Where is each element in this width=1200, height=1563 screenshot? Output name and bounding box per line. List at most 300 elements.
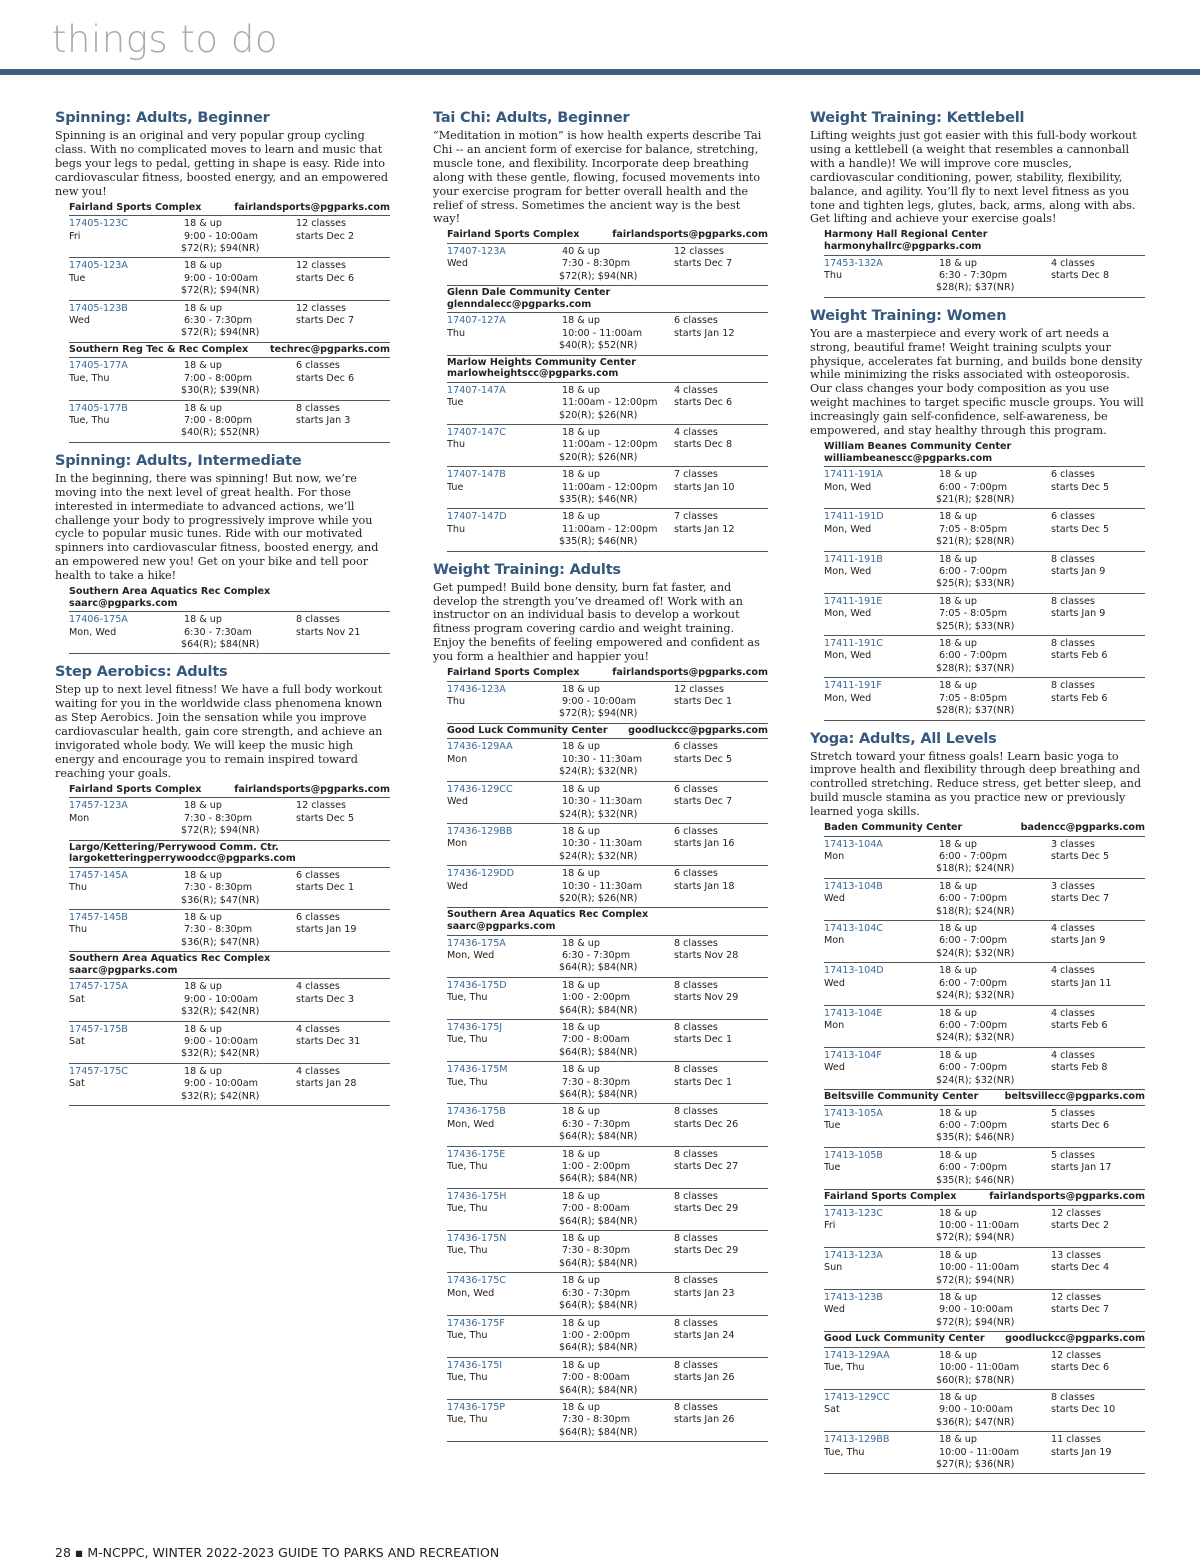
class-code[interactable]: 17457-145B: [69, 912, 128, 924]
class-code[interactable]: 17411-191F: [824, 680, 882, 692]
facility-email[interactable]: fairlandsports@pgparks.com: [234, 201, 390, 213]
facility-header: [447, 666, 768, 682]
class-code[interactable]: 17411-191E: [824, 595, 883, 607]
class-count: 4 classes: [1051, 923, 1095, 935]
class-start: starts Dec 26: [674, 1118, 739, 1130]
class-row: [69, 358, 390, 400]
class-code[interactable]: 17405-123A: [69, 260, 128, 272]
class-row: [69, 910, 390, 952]
class-start: starts Nov 28: [674, 949, 739, 961]
facility-email[interactable]: williambeanescc@pgparks.com: [824, 452, 993, 464]
class-row-line-1: [447, 1233, 768, 1245]
section-title: Yoga: Adults, All Levels: [810, 730, 997, 747]
section-description: In the beginning, there was spinning! But now, we’re moving into the next level of great health. For those interested in intermediate to advanced actions, we’ll challenge your body to progressively improve while you cycle to popular music tunes. Ride with our motivated spinners into cardiovascular fitness, boosted energy, and an empowered new you! Get on your bike and tell poor health to take a hike!: [55, 471, 379, 583]
class-count: 4 classes: [1051, 1007, 1095, 1019]
class-start: starts Dec 5: [1051, 481, 1110, 493]
class-time: 6:00 - 7:00pm: [939, 1019, 1008, 1031]
class-code[interactable]: 17436-129DD: [447, 868, 515, 880]
class-code[interactable]: 17413-123A: [824, 1249, 883, 1261]
class-start: starts Dec 7: [296, 314, 355, 326]
class-row-line-2: [824, 566, 1145, 578]
class-code[interactable]: 17413-104E: [824, 1007, 883, 1019]
class-time: 10:30 - 11:30am: [562, 880, 643, 892]
class-code[interactable]: 17405-123C: [69, 218, 128, 230]
class-code[interactable]: 17413-104F: [824, 1049, 882, 1061]
class-count: 8 classes: [1051, 638, 1095, 650]
class-row-line-1: [69, 1066, 390, 1078]
class-age: 18 & up: [562, 426, 600, 438]
facility-email[interactable]: glenndalecc@pgparks.com: [447, 298, 592, 310]
facility-block: [447, 666, 768, 724]
class-count: 4 classes: [1051, 965, 1095, 977]
class-row: [824, 1048, 1145, 1090]
class-days: Wed: [824, 1304, 845, 1316]
class-time: 10:00 - 11:00am: [562, 327, 643, 339]
class-price: $40(R); $52(NR): [559, 340, 638, 352]
class-code[interactable]: 17407-127A: [447, 315, 506, 327]
class-row: [447, 682, 768, 724]
class-count: 12 classes: [674, 245, 724, 257]
facility-email[interactable]: techrec@pgparks.com: [270, 343, 390, 355]
class-row-line-1: [447, 246, 768, 258]
class-code[interactable]: 17436-175J: [447, 1021, 503, 1033]
class-count: 8 classes: [674, 937, 718, 949]
facility-email[interactable]: harmonyhallrc@pgparks.com: [824, 240, 982, 252]
class-days: Tue, Thu: [447, 1372, 488, 1384]
class-row-line-2: [69, 415, 390, 427]
class-price: $18(R); $24(NR): [936, 905, 1015, 917]
class-row-line-2: [824, 851, 1145, 863]
class-row: [69, 979, 390, 1021]
class-start: starts Dec 5: [296, 812, 355, 824]
section-title: Spinning: Adults, Intermediate: [55, 452, 302, 469]
class-code[interactable]: 17407-123A: [447, 245, 506, 257]
class-code[interactable]: 17407-147A: [447, 384, 506, 396]
section-title: Tai Chi: Adults, Beginner: [433, 110, 630, 126]
class-row: [447, 936, 768, 978]
class-start: starts Dec 6: [1051, 1119, 1110, 1131]
class-start: starts Dec 1: [674, 696, 733, 708]
class-count: 8 classes: [674, 1190, 718, 1202]
facility-header: [824, 1332, 1145, 1348]
class-row-line-1: [69, 303, 390, 315]
facility-email[interactable]: marlowheightscc@pgparks.com: [447, 368, 619, 380]
class-count: 8 classes: [674, 1064, 718, 1076]
class-row-line-1: [447, 1191, 768, 1203]
class-price: $64(R); $84(NR): [559, 1300, 638, 1312]
class-age: 18 & up: [562, 937, 600, 949]
class-count: 6 classes: [674, 741, 718, 753]
class-price: $72(R); $94(NR): [181, 327, 260, 339]
class-start: starts Dec 29: [674, 1245, 739, 1257]
class-age: 18 & up: [562, 1275, 600, 1287]
class-row-line-1: [824, 1350, 1145, 1362]
class-row: [447, 1358, 768, 1400]
class-count: 8 classes: [674, 1275, 718, 1287]
class-start: starts Dec 8: [1051, 269, 1110, 281]
class-row-line-1: [447, 427, 768, 439]
facility-email[interactable]: largoketteringperrywoodcc@pgparks.com: [69, 853, 296, 865]
class-days: Thu: [69, 882, 88, 894]
page-title: things to do: [52, 18, 278, 61]
class-code[interactable]: 17436-175I: [447, 1359, 503, 1371]
class-age: 18 & up: [939, 553, 977, 565]
class-days: Tue, Thu: [447, 1414, 488, 1426]
class-code[interactable]: 17436-175A: [447, 937, 506, 949]
class-price: $20(R); $26(NR): [559, 892, 638, 904]
class-row: [824, 1248, 1145, 1290]
class-code[interactable]: 17413-129BB: [824, 1434, 890, 1446]
class-start: starts Dec 3: [296, 993, 355, 1005]
class-time: 7:30 - 8:30pm: [562, 1245, 631, 1257]
class-time: 6:30 - 7:30pm: [562, 1118, 631, 1130]
class-row-line-2: [824, 1120, 1145, 1132]
section-title: Weight Training: Adults: [433, 561, 621, 578]
class-time: 6:00 - 7:00pm: [939, 650, 1008, 662]
facility-email[interactable]: saarc@pgparks.com: [447, 920, 556, 932]
class-price: $64(R); $84(NR): [559, 1173, 638, 1185]
class-code[interactable]: 17407-147B: [447, 469, 506, 481]
facility-email[interactable]: fairlandsports@pgparks.com: [612, 667, 768, 679]
class-price: $35(R); $46(NR): [936, 1174, 1015, 1186]
facility-block: [824, 440, 1145, 721]
class-days: Mon, Wed: [824, 650, 872, 662]
class-price: $72(R); $94(NR): [936, 1274, 1015, 1286]
class-time: 1:00 - 2:00pm: [562, 1161, 631, 1173]
class-time: 11:00am - 12:00pm: [562, 523, 658, 535]
class-row-line-2: [824, 482, 1145, 494]
facility-block: [447, 908, 768, 1442]
class-start: starts Dec 7: [1051, 1304, 1110, 1316]
class-age: 18 & up: [562, 1317, 600, 1329]
class-row-line-1: [447, 826, 768, 838]
class-age: 18 & up: [184, 1023, 222, 1035]
facility-name: Good Luck Community Center: [447, 724, 608, 736]
class-days: Fri: [824, 1219, 836, 1231]
class-row-line-1: [447, 1275, 768, 1287]
facility-name: Fairland Sports Complex: [824, 1190, 957, 1202]
facility-header: [69, 585, 390, 612]
facility-name: Fairland Sports Complex: [69, 201, 202, 213]
class-days: Tue, Thu: [69, 415, 110, 426]
class-start: starts Dec 4: [1051, 1262, 1110, 1274]
class-row-line-1: [447, 1402, 768, 1414]
class-time: 11:00am - 12:00pm: [562, 481, 658, 493]
facility-email[interactable]: fairlandsports@pgparks.com: [989, 1190, 1145, 1202]
class-code[interactable]: 17406-175A: [69, 614, 128, 626]
class-row-line-1: [447, 385, 768, 397]
class-row-line-2: [447, 1161, 768, 1173]
class-row-line-1: [824, 1434, 1145, 1446]
facility-email[interactable]: fairlandsports@pgparks.com: [234, 783, 390, 795]
class-code[interactable]: 17413-129AA: [824, 1349, 890, 1361]
facility-email[interactable]: goodluckcc@pgparks.com: [628, 724, 768, 736]
class-age: 18 & up: [939, 965, 977, 977]
class-row-line-2: [69, 273, 390, 285]
class-row-line-2: [824, 1304, 1145, 1316]
class-price: $24(R); $32(NR): [559, 808, 638, 820]
class-age: 18 & up: [939, 1349, 977, 1361]
class-count: 12 classes: [1051, 1349, 1101, 1361]
class-row: [447, 782, 768, 824]
class-start: starts Dec 6: [296, 372, 355, 384]
class-days: Mon: [447, 753, 468, 765]
class-time: 6:00 - 7:00pm: [939, 1119, 1008, 1131]
class-code[interactable]: 17413-129CC: [824, 1392, 890, 1404]
class-price: $35(R); $46(NR): [559, 494, 638, 505]
class-code[interactable]: 17436-129CC: [447, 783, 513, 795]
class-age: 18 & up: [939, 1107, 977, 1119]
class-count: 8 classes: [296, 402, 340, 414]
class-start: starts Feb 6: [1051, 1019, 1108, 1031]
class-age: 18 & up: [562, 1021, 600, 1033]
class-count: 4 classes: [296, 1023, 340, 1035]
class-days: Tue: [69, 272, 86, 284]
class-row-line-1: [824, 511, 1145, 523]
class-code[interactable]: 17411-191A: [824, 469, 883, 481]
class-row-line-2: [447, 1203, 768, 1215]
class-time: 6:00 - 7:00pm: [939, 977, 1008, 989]
class-count: 12 classes: [296, 218, 346, 230]
facility-block: [447, 356, 768, 552]
class-start: starts Jan 26: [674, 1414, 735, 1426]
class-count: 6 classes: [1051, 469, 1095, 481]
class-time: 9:00 - 10:00am: [184, 272, 258, 284]
class-row-line-2: [447, 838, 768, 850]
facility-email[interactable]: beltsvillecc@pgparks.com: [1004, 1090, 1145, 1102]
class-days: Thu: [447, 327, 466, 339]
class-age: 18 & up: [562, 1190, 600, 1202]
section-title: Step Aerobics: Adults: [55, 664, 228, 681]
class-count: 8 classes: [1051, 595, 1095, 607]
class-start: starts Nov 29: [674, 992, 739, 1004]
class-start: starts Dec 8: [674, 439, 733, 451]
class-start: starts Dec 5: [1051, 523, 1110, 535]
class-days: Mon: [447, 838, 468, 850]
class-time: 6:30 - 7:30pm: [562, 949, 631, 961]
class-row-line-2: [447, 950, 768, 962]
class-row-line-2: [447, 1288, 768, 1300]
class-days: Wed: [447, 258, 468, 270]
class-time: 11:00am - 12:00pm: [562, 397, 658, 409]
class-age: 18 & up: [184, 402, 222, 414]
class-row-line-2: [69, 231, 390, 243]
class-start: starts Jan 24: [674, 1329, 735, 1341]
class-time: 10:00 - 11:00am: [939, 1362, 1020, 1374]
class-code[interactable]: 17411-191C: [824, 638, 883, 650]
class-row-line-2: [447, 1372, 768, 1384]
class-price: $35(R); $46(NR): [559, 536, 638, 548]
class-code[interactable]: 17413-104D: [824, 965, 884, 977]
class-row: [447, 866, 768, 908]
class-code[interactable]: 17413-104B: [824, 880, 883, 892]
facility-block: [447, 724, 768, 908]
class-price: $72(R); $94(NR): [936, 1232, 1015, 1244]
class-code[interactable]: 17457-145A: [69, 869, 128, 881]
class-row-line-2: [447, 482, 768, 494]
class-code[interactable]: 17436-175D: [447, 979, 507, 991]
class-price: $24(R); $32(NR): [559, 766, 638, 778]
class-row-line-2: [447, 881, 768, 893]
class-code[interactable]: 17407-147D: [447, 511, 507, 523]
class-row: [824, 636, 1145, 678]
class-code[interactable]: 17457-175A: [69, 981, 128, 993]
class-code[interactable]: 17405-123B: [69, 302, 128, 314]
class-age: 18 & up: [939, 511, 977, 523]
class-start: starts Dec 29: [674, 1203, 739, 1215]
class-row-line-2: [69, 924, 390, 936]
class-start: starts Dec 2: [1051, 1219, 1110, 1231]
class-count: 8 classes: [674, 979, 718, 991]
class-start: starts Dec 5: [1051, 851, 1110, 863]
class-row-line-2: [447, 1119, 768, 1131]
class-code[interactable]: 17413-104C: [824, 923, 883, 935]
class-row-line-2: [824, 1362, 1145, 1374]
class-row: [824, 1348, 1145, 1390]
class-row: [69, 868, 390, 910]
class-age: 18 & up: [562, 1064, 600, 1076]
program-section: [55, 110, 390, 443]
facility-name: Southern Area Aquatics Rec Complex: [69, 586, 271, 598]
class-row-line-1: [69, 614, 390, 626]
class-row: [69, 216, 390, 258]
class-price: $24(R); $32(NR): [559, 850, 638, 862]
facility-name: Southern Reg Tec & Rec Complex: [69, 343, 249, 355]
facility-name: Largo/Kettering/Perrywood Comm. Ctr.: [69, 841, 279, 853]
facility-header: [824, 440, 1145, 467]
class-days: Mon, Wed: [824, 692, 872, 704]
facility-email[interactable]: goodluckcc@pgparks.com: [1005, 1333, 1145, 1345]
class-row: [69, 301, 390, 343]
class-code[interactable]: 17436-175B: [447, 1106, 506, 1118]
class-row-line-2: [69, 882, 390, 894]
class-code[interactable]: 17436-175C: [447, 1275, 506, 1287]
class-code[interactable]: 17436-175N: [447, 1233, 507, 1245]
class-row: [447, 1020, 768, 1062]
section-description: “Meditation in motion” is how health experts describe Tai Chi -- an ancient form of exercise for balance, stretching, muscle tone, and flexibility. Incorporate deep breathing along with these gentle, flowing, focused movements into your exercise program for better overall health and the relief of stress. Sometimes the ancient way is the best way!: [433, 129, 762, 226]
class-days: Mon, Wed: [824, 523, 872, 535]
facility-block: [69, 201, 390, 343]
class-price: $21(R); $28(NR): [936, 494, 1015, 505]
facility-email[interactable]: badencc@pgparks.com: [1020, 822, 1145, 834]
class-count: 8 classes: [1051, 1392, 1095, 1404]
class-age: 18 & up: [939, 469, 977, 481]
class-time: 7:00 - 8:00pm: [184, 415, 253, 426]
class-code[interactable]: 17407-147C: [447, 426, 506, 438]
facility-header: [447, 724, 768, 740]
class-days: Tue: [447, 481, 464, 493]
class-time: 6:00 - 7:00pm: [939, 935, 1008, 947]
class-count: 6 classes: [296, 869, 340, 881]
class-days: Wed: [447, 796, 468, 808]
class-code[interactable]: 17436-175P: [447, 1401, 506, 1413]
class-count: 8 classes: [1051, 553, 1095, 565]
column-3: [810, 110, 1145, 1484]
class-age: 18 & up: [939, 1249, 977, 1261]
facility-email[interactable]: fairlandsports@pgparks.com: [612, 229, 768, 241]
class-count: 4 classes: [674, 426, 718, 438]
class-age: 18 & up: [184, 218, 222, 230]
class-code[interactable]: 17436-175F: [447, 1317, 505, 1329]
class-row-line-2: [824, 1062, 1145, 1074]
class-row-line-2: [447, 696, 768, 708]
class-row-line-2: [824, 978, 1145, 990]
class-time: 10:30 - 11:30am: [562, 796, 643, 808]
facility-name: Baden Community Center: [824, 822, 963, 834]
class-row: [824, 1432, 1145, 1474]
class-code[interactable]: 17413-105B: [824, 1149, 883, 1161]
facility-header: [824, 821, 1145, 837]
class-count: 8 classes: [296, 614, 340, 626]
class-code[interactable]: 17413-123C: [824, 1207, 883, 1219]
class-price: $32(R); $42(NR): [181, 1006, 260, 1018]
class-price: $18(R); $24(NR): [936, 863, 1015, 875]
class-time: 7:05 - 8:05pm: [939, 523, 1008, 535]
facility-email[interactable]: saarc@pgparks.com: [69, 964, 178, 976]
class-code[interactable]: 17405-177B: [69, 402, 128, 414]
class-code[interactable]: 17436-129BB: [447, 825, 513, 837]
class-row-line-2: [824, 893, 1145, 905]
class-code[interactable]: 17436-175M: [447, 1064, 508, 1076]
class-days: Mon, Wed: [824, 566, 872, 578]
facility-email[interactable]: saarc@pgparks.com: [69, 597, 178, 609]
section-title: Spinning: Adults, Beginner: [55, 110, 270, 126]
class-price: $36(R); $47(NR): [181, 936, 260, 948]
class-code[interactable]: 17436-175E: [447, 1148, 506, 1160]
class-code[interactable]: 17413-123B: [824, 1292, 883, 1303]
class-row-line-2: [824, 1262, 1145, 1274]
class-code[interactable]: 17453-132A: [824, 257, 883, 269]
class-row-line-1: [824, 1150, 1145, 1162]
class-code[interactable]: 17457-175B: [69, 1023, 128, 1035]
class-code[interactable]: 17457-123A: [69, 800, 128, 812]
class-code[interactable]: 17436-129AA: [447, 741, 513, 753]
class-row: [824, 1148, 1145, 1190]
class-age: 18 & up: [184, 869, 222, 881]
class-time: 6:00 - 7:00pm: [939, 1162, 1008, 1174]
class-code[interactable]: 17405-177A: [69, 360, 128, 372]
class-row-line-1: [447, 741, 768, 753]
class-code[interactable]: 17413-105A: [824, 1107, 883, 1119]
class-code[interactable]: 17436-123A: [447, 683, 506, 695]
class-row-line-2: [447, 439, 768, 451]
class-code[interactable]: 17411-191D: [824, 511, 884, 523]
class-code[interactable]: 17436-175H: [447, 1190, 507, 1202]
class-row-line-1: [824, 1008, 1145, 1020]
class-code[interactable]: 17413-104A: [824, 838, 883, 850]
class-count: 12 classes: [1051, 1207, 1101, 1219]
facility-header: [69, 952, 390, 979]
class-price: $24(R); $32(NR): [936, 1074, 1015, 1086]
class-age: 18 & up: [939, 1149, 977, 1161]
class-row-line-2: [447, 1245, 768, 1257]
class-count: 7 classes: [674, 469, 718, 481]
class-code[interactable]: 17457-175C: [69, 1065, 128, 1077]
class-row-line-2: [447, 1330, 768, 1342]
class-start: starts Jan 23: [674, 1287, 735, 1299]
class-time: 10:00 - 11:00am: [939, 1219, 1020, 1231]
class-row-line-2: [447, 796, 768, 808]
facility-header: [824, 1190, 1145, 1206]
class-time: 9:00 - 10:00am: [184, 1036, 258, 1048]
class-start: starts Jan 19: [296, 924, 357, 936]
program-section: [810, 308, 1145, 721]
class-days: Mon, Wed: [447, 1118, 495, 1130]
class-count: 8 classes: [674, 1359, 718, 1371]
header-rule: [0, 69, 1200, 75]
class-code[interactable]: 17411-191B: [824, 553, 883, 565]
class-row: [447, 739, 768, 781]
